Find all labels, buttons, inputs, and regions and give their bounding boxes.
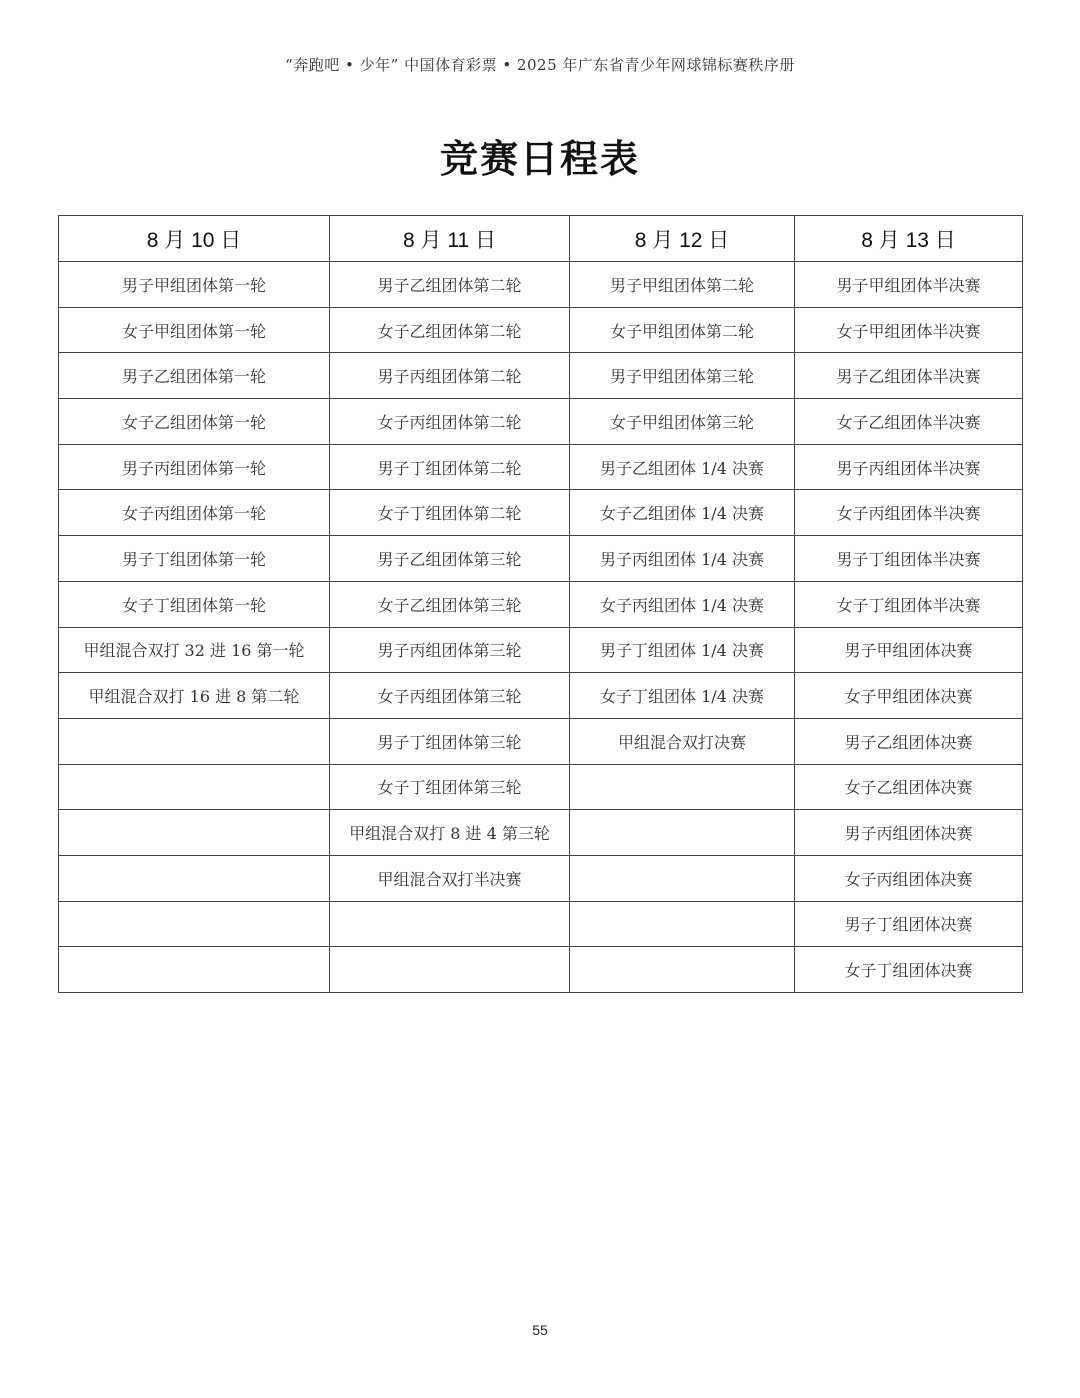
table-row xyxy=(59,718,1023,764)
table-cell: 女子丁组团体半决赛 xyxy=(795,581,1023,627)
table-cell: 男子丙组团体第二轮 xyxy=(330,353,570,399)
table-cell: 女子乙组团体 1/4 决赛 xyxy=(570,490,795,536)
table-row xyxy=(59,673,1023,719)
table-row xyxy=(59,262,1023,308)
table-cell: 男子丁组团体半决赛 xyxy=(795,536,1023,582)
table-cell: 男子丙组团体第三轮 xyxy=(330,627,570,673)
table-row xyxy=(59,764,1023,810)
table-cell: 女子丙组团体第三轮 xyxy=(330,673,570,719)
table-cell: 女子甲组团体第一轮 xyxy=(59,307,330,353)
table-cell: 女子丁组团体第一轮 xyxy=(59,581,330,627)
table-cell: 女子丙组团体第二轮 xyxy=(330,399,570,445)
table-cell: 男子甲组团体半决赛 xyxy=(795,262,1023,308)
table-row xyxy=(59,627,1023,673)
table-cell: 男子甲组团体第一轮 xyxy=(59,262,330,308)
table-cell: 女子乙组团体半决赛 xyxy=(795,399,1023,445)
table-row xyxy=(59,810,1023,856)
table-row xyxy=(59,536,1023,582)
table-cell: 女子丁组团体 1/4 决赛 xyxy=(570,673,795,719)
table-cell: 男子乙组团体 1/4 决赛 xyxy=(570,444,795,490)
table-cell: 男子乙组团体半决赛 xyxy=(795,353,1023,399)
table-cell: 甲组混合双打半决赛 xyxy=(330,855,570,901)
table-cell xyxy=(570,764,795,810)
table-cell: 女子乙组团体决赛 xyxy=(795,764,1023,810)
table-row xyxy=(59,947,1023,993)
table-cell: 男子丁组团体第三轮 xyxy=(330,718,570,764)
table-cell: 男子甲组团体第二轮 xyxy=(570,262,795,308)
column-header-day-3: 8 月 12 日 xyxy=(570,216,795,262)
table-cell: 女子甲组团体第二轮 xyxy=(570,307,795,353)
table-cell xyxy=(570,855,795,901)
table-cell: 女子丙组团体第一轮 xyxy=(59,490,330,536)
table-cell: 男子丁组团体第一轮 xyxy=(59,536,330,582)
table-row xyxy=(59,581,1023,627)
table-cell: 女子丁组团体第二轮 xyxy=(330,490,570,536)
table-cell: 女子乙组团体第三轮 xyxy=(330,581,570,627)
table-cell: 男子丁组团体 1/4 决赛 xyxy=(570,627,795,673)
table-cell: 男子乙组团体第三轮 xyxy=(330,536,570,582)
table-row xyxy=(59,490,1023,536)
table-cell: 甲组混合双打 32 进 16 第一轮 xyxy=(59,627,330,673)
table-cell: 男子丁组团体决赛 xyxy=(795,901,1023,947)
table-cell xyxy=(59,718,330,764)
table-cell: 男子丙组团体半决赛 xyxy=(795,444,1023,490)
table-cell xyxy=(59,901,330,947)
table-cell: 男子乙组团体第二轮 xyxy=(330,262,570,308)
table-cell xyxy=(330,901,570,947)
table-cell xyxy=(570,947,795,993)
table-cell: 男子甲组团体决赛 xyxy=(795,627,1023,673)
table-cell: 男子丙组团体 1/4 决赛 xyxy=(570,536,795,582)
table-cell: 女子丁组团体第三轮 xyxy=(330,764,570,810)
table-cell: 女子乙组团体第二轮 xyxy=(330,307,570,353)
table-cell: 男子乙组团体决赛 xyxy=(795,718,1023,764)
table-cell: 女子丙组团体 1/4 决赛 xyxy=(570,581,795,627)
table-cell: 甲组混合双打 16 进 8 第二轮 xyxy=(59,673,330,719)
table-cell: 女子甲组团体半决赛 xyxy=(795,307,1023,353)
column-header-day-2: 8 月 11 日 xyxy=(330,216,570,262)
table-cell xyxy=(570,901,795,947)
table-row xyxy=(59,444,1023,490)
table-row xyxy=(59,901,1023,947)
table-cell: 女子甲组团体决赛 xyxy=(795,673,1023,719)
table-cell xyxy=(330,947,570,993)
table-cell: 男子甲组团体第三轮 xyxy=(570,353,795,399)
table-cell xyxy=(570,810,795,856)
table-cell: 男子丙组团体第一轮 xyxy=(59,444,330,490)
table-row xyxy=(59,855,1023,901)
column-header-day-1: 8 月 10 日 xyxy=(59,216,330,262)
table-row xyxy=(59,399,1023,445)
page-title: 竞赛日程表 xyxy=(439,136,640,181)
table-cell xyxy=(59,947,330,993)
page-number: 55 xyxy=(532,1322,548,1338)
running-header: “奔跑吧 • 少年” 中国体育彩票 • 2025 年广东省青少年网球锦标赛秩序册 xyxy=(285,56,795,74)
table-cell xyxy=(59,855,330,901)
table-cell: 女子丁组团体决赛 xyxy=(795,947,1023,993)
table-cell: 男子丁组团体第二轮 xyxy=(330,444,570,490)
column-header-day-4: 8 月 13 日 xyxy=(795,216,1023,262)
table-cell: 女子丙组团体决赛 xyxy=(795,855,1023,901)
table-row xyxy=(59,307,1023,353)
table-cell xyxy=(59,764,330,810)
table-cell: 男子乙组团体第一轮 xyxy=(59,353,330,399)
table-cell: 女子丙组团体半决赛 xyxy=(795,490,1023,536)
table-cell: 女子乙组团体第一轮 xyxy=(59,399,330,445)
table-cell: 女子甲组团体第三轮 xyxy=(570,399,795,445)
table-row xyxy=(59,353,1023,399)
header-row xyxy=(59,216,1023,262)
table-cell: 男子丙组团体决赛 xyxy=(795,810,1023,856)
schedule-table xyxy=(58,215,1023,993)
table-cell: 甲组混合双打决赛 xyxy=(570,718,795,764)
table-cell: 甲组混合双打 8 进 4 第三轮 xyxy=(330,810,570,856)
table-cell xyxy=(59,810,330,856)
